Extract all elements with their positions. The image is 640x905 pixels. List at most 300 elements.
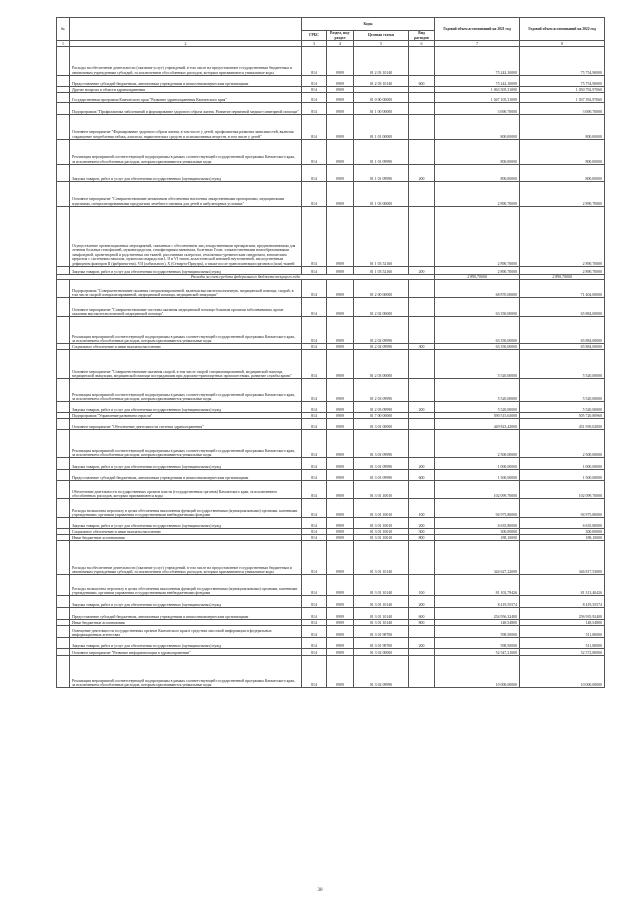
amount-2022: 102 099,70000	[520, 481, 605, 499]
row-target: 01 3 01 10010	[354, 481, 409, 499]
col-number-4: 4	[327, 41, 354, 47]
col-number-1: 1	[57, 41, 70, 47]
row-kind: 200	[409, 165, 435, 182]
row-kind: 300	[409, 344, 435, 350]
col-number-8: 8	[520, 41, 605, 47]
row-target: 01 3 01 98700	[354, 626, 409, 638]
row-name: Другие вопросы в области здравоохранения	[70, 87, 302, 93]
row-section: 0909	[327, 470, 354, 481]
amount-2021: 6 635,80000	[435, 518, 520, 529]
amount-2021: 148,54800	[435, 620, 520, 626]
amount-2022: 800,00000	[520, 140, 605, 165]
row-kind	[409, 182, 435, 207]
table-row	[57, 518, 605, 529]
row-index	[57, 638, 70, 649]
budget-table	[56, 17, 605, 688]
amount-2021: 2 890,70000	[435, 275, 520, 280]
amount-2021: 75 242,10000	[435, 47, 520, 76]
row-index	[57, 575, 70, 596]
row-name: Закупка товаров, работ и услуг для обеспечения государственных (муниципальных) нужд	[70, 638, 302, 649]
row-target: 01 3 02 00000	[354, 649, 409, 656]
row-target: 01 2 03 10140	[354, 76, 409, 87]
amount-2021: 102 099,70000	[435, 481, 520, 499]
table-row	[57, 626, 605, 638]
row-grbs: 814	[302, 499, 327, 518]
row-grbs: 814	[302, 350, 327, 379]
row-name: Основное мероприятие "Совершенствование механизмов обеспечения населения лекарственными препаратами, медицинскими изделиями, специализированными продуктами лечебного питания для детей в амбулаторных условиях"	[70, 182, 302, 207]
row-section: 0909	[327, 535, 354, 541]
row-grbs: 814	[302, 267, 327, 275]
row-section: 0909	[327, 419, 354, 430]
note-text: Расходы за счет средств федерального бюджета текущего года	[57, 275, 435, 280]
amount-2021: 63 350,00000	[435, 298, 520, 317]
table-row	[57, 575, 605, 596]
amount-2022: 256 935,92400	[520, 608, 605, 620]
row-index	[57, 207, 70, 267]
amount-2021: 800,00000	[435, 140, 520, 165]
row-kind	[409, 656, 435, 688]
row-target: 01 3 01 98700	[354, 638, 409, 649]
row-target: 01 1 03 52160	[354, 267, 409, 275]
row-index	[57, 481, 70, 499]
row-name: Основное мероприятие "Обеспечение деятельности системы здравоохранения"	[70, 419, 302, 430]
row-section: 0909	[327, 298, 354, 317]
row-kind	[409, 317, 435, 344]
table-row	[57, 93, 605, 103]
table-row	[57, 458, 605, 470]
row-kind	[409, 280, 435, 298]
row-name: Закупка товаров, работ и услуг для обеспечения государственных (муниципальных) нужд	[70, 267, 302, 275]
row-kind	[409, 649, 435, 656]
table-row	[57, 47, 605, 76]
row-section: 0909	[327, 626, 354, 638]
row-target: 01 3 01 00000	[354, 419, 409, 430]
amount-2022: 2 500,00000	[520, 430, 605, 458]
amount-2022: 65 884,00000	[520, 298, 605, 317]
row-target: 01 2 02 09990	[354, 344, 409, 350]
row-kind: 200	[409, 596, 435, 608]
amount-2021: 75 242,10000	[435, 76, 520, 87]
row-kind: 200	[409, 518, 435, 529]
row-section: 0909	[327, 182, 354, 207]
amount-2022: 65 884,00000	[520, 317, 605, 344]
row-index	[57, 596, 70, 608]
row-kind: 600	[409, 76, 435, 87]
row-section: 0909	[327, 87, 354, 93]
row-kind: 800	[409, 620, 435, 626]
row-kind	[409, 47, 435, 76]
amount-2021: 5 520,00000	[435, 402, 520, 413]
table-row	[57, 470, 605, 481]
row-kind	[409, 298, 435, 317]
row-target: 01 2 03 00000	[354, 350, 409, 379]
row-index	[57, 115, 70, 140]
row-index	[57, 350, 70, 379]
amount-2022: 75 754,90000	[520, 76, 605, 87]
row-target: 01 3 01 09990	[354, 458, 409, 470]
amount-2021: 800,00000	[435, 115, 520, 140]
table-row	[57, 481, 605, 499]
header-year-2022: Годовой объем ассигнований на 2022 год	[520, 18, 605, 41]
row-grbs: 814	[302, 47, 327, 76]
amount-2021: 254 956,32400	[435, 608, 520, 620]
row-section: 0909	[327, 430, 354, 458]
table-row	[57, 280, 605, 298]
row-index	[57, 76, 70, 87]
row-grbs: 814	[302, 649, 327, 656]
row-name: Подпрограмма "Профилактика заболеваний и формирование здорового образа жизни. Развитие первичной медико-санитарной помощи"	[70, 103, 302, 115]
row-index	[57, 140, 70, 165]
amount-2022: 346 817,53000	[520, 541, 605, 575]
amount-2021: 3 690,70000	[435, 103, 520, 115]
row-grbs: 814	[302, 620, 327, 626]
row-grbs: 814	[302, 596, 327, 608]
amount-2022: 300,00000	[520, 529, 605, 535]
row-target: 01 1 03 00000	[354, 182, 409, 207]
row-target: 01 3 01 10010	[354, 499, 409, 518]
row-section: 0909	[327, 317, 354, 344]
table-row	[57, 541, 605, 575]
row-kind: 200	[409, 267, 435, 275]
row-name: Реализация мероприятий соответствующей подпрограммы в рамках соответствующей государственной программы Камчатского края, за исключением обособленных расходов, которым присваиваются уникальные коды	[70, 379, 302, 402]
amount-2021: 598,50000	[435, 638, 520, 649]
row-kind: 800	[409, 535, 435, 541]
amount-2021: 188,10000	[435, 535, 520, 541]
header-number: №	[57, 18, 70, 41]
amount-2021: 449 823,42000	[435, 419, 520, 430]
col-number-2: 2	[70, 41, 302, 47]
col-number-5: 5	[354, 41, 409, 47]
row-kind	[409, 419, 435, 430]
row-grbs: 814	[302, 165, 327, 182]
row-grbs: 814	[302, 317, 327, 344]
row-kind	[409, 207, 435, 267]
table-row	[57, 182, 605, 207]
row-grbs: 814	[302, 458, 327, 470]
amount-2022: 81 313,40426	[520, 575, 605, 596]
amount-2022: 1 050 792,97060	[520, 87, 605, 93]
row-kind: 200	[409, 458, 435, 470]
row-section: 0909	[327, 529, 354, 535]
amount-2021: 300,00000	[435, 529, 520, 535]
amount-2021: 1 063 505,31000	[435, 87, 520, 93]
table-row	[57, 103, 605, 115]
table-row	[57, 430, 605, 458]
row-kind: 300	[409, 529, 435, 535]
amount-2022: 2 890,70000	[520, 182, 605, 207]
row-target: 01 1 01 00000	[354, 115, 409, 140]
header-name	[70, 18, 302, 41]
row-target: 01 3 01 10010	[354, 518, 409, 529]
row-section: 0909	[327, 165, 354, 182]
row-grbs: 814	[302, 518, 327, 529]
row-grbs: 814	[302, 470, 327, 481]
header-section: Раздел, под-раздел	[327, 31, 354, 41]
amount-2021: 5 520,00000	[435, 379, 520, 402]
amount-2022: 94 975,80000	[520, 499, 605, 518]
table-row	[57, 656, 605, 688]
row-name: Обеспечение деятельности государственных органов власти (государственных органов) Камчатского края, за исключением обособленных расходов, которым присваиваются коды	[70, 481, 302, 499]
row-section: 0909	[327, 575, 354, 596]
amount-2022: 188,10000	[520, 535, 605, 541]
table-row	[57, 649, 605, 656]
row-grbs: 814	[302, 413, 327, 419]
amount-2022: 2 890,70000	[520, 267, 605, 275]
row-index	[57, 402, 70, 413]
row-name: Подпрограмма "Совершенствование оказания специализированной, включая высокотехнологичную, медицинской помощи, скорой, в том числе скорой специализированной, медицинской помощи, медицинской эвакуации"	[70, 280, 302, 298]
row-kind: 600	[409, 470, 435, 481]
row-section: 0909	[327, 379, 354, 402]
amount-2022: 1 500,00000	[520, 470, 605, 481]
row-section: 0909	[327, 541, 354, 575]
amount-2022: 511,80000	[520, 626, 605, 638]
row-target: 01 3 01 10140	[354, 541, 409, 575]
row-target: 01 1 01 09990	[354, 165, 409, 182]
header-kind: Вид расходов	[409, 31, 435, 41]
amount-2022: 52 572,80000	[520, 649, 605, 656]
amount-2022: 1 037 392,97060	[520, 93, 605, 103]
row-kind: 100	[409, 499, 435, 518]
table-row	[57, 267, 605, 275]
header-grbs: ГРБС	[302, 31, 327, 41]
table-body	[57, 47, 605, 688]
row-target: 01 3 01 10010	[354, 535, 409, 541]
row-name: Реализация мероприятий соответствующей подпрограммы в рамках соответствующей государственной программы Камчатского края, за исключением обособленных расходов, которым присваиваются уникальные коды	[70, 317, 302, 344]
row-name: Предоставление субсидий бюджетным, автономным учреждениям и иным некоммерческим организациям	[70, 76, 302, 87]
row-index	[57, 47, 70, 76]
row-section: 0909	[327, 596, 354, 608]
row-kind: 100	[409, 575, 435, 596]
row-index	[57, 317, 70, 344]
row-kind	[409, 481, 435, 499]
amount-2022: 71 404,00000	[520, 280, 605, 298]
table-row	[57, 165, 605, 182]
amount-2021: 52 547,21000	[435, 649, 520, 656]
row-section: 0909	[327, 413, 354, 419]
amount-2021: 5 520,00000	[435, 350, 520, 379]
row-grbs: 814	[302, 430, 327, 458]
row-section: 0909	[327, 402, 354, 413]
table-row	[57, 76, 605, 87]
amount-2021: 1 500,00000	[435, 470, 520, 481]
row-index	[57, 103, 70, 115]
amount-2021: 2 890,70000	[435, 207, 520, 267]
col-number-7: 7	[435, 41, 520, 47]
page-number: 30	[317, 888, 323, 893]
table-row	[57, 140, 605, 165]
table-row	[57, 638, 605, 649]
row-name: Основное мероприятие "Развитие информатизации в здравоохранении"	[70, 649, 302, 656]
row-name: Социальное обеспечение и иные выплаты населению	[70, 529, 302, 535]
row-kind	[409, 93, 435, 103]
row-grbs: 814	[302, 344, 327, 350]
row-target: 01 3 01 10140	[354, 620, 409, 626]
row-target: 01 3 01 10140	[354, 608, 409, 620]
row-grbs: 814	[302, 280, 327, 298]
amount-2021: 94 975,80000	[435, 499, 520, 518]
row-name: Закупка товаров, работ и услуг для обеспечения государственных (муниципальных) нужд	[70, 596, 302, 608]
row-grbs: 814	[302, 535, 327, 541]
row-section: 0909	[327, 207, 354, 267]
row-index	[57, 656, 70, 688]
row-name: Основное мероприятие "Совершенствование системы оказания медицинской помощи больным прочими заболеваниями, кроме оказания высокотехнологичной медицинской помощи"	[70, 298, 302, 317]
row-section: 0909	[327, 140, 354, 165]
row-target: 01 1 03 52160	[354, 207, 409, 267]
row-index	[57, 419, 70, 430]
table-row	[57, 207, 605, 267]
row-index	[57, 165, 70, 182]
amount-2022: 2 890,70000	[520, 275, 605, 280]
amount-2021: 63 350,00000	[435, 317, 520, 344]
row-index	[57, 518, 70, 529]
amount-2021: 81 102,79426	[435, 575, 520, 596]
amount-2022: 65 884,00000	[520, 344, 605, 350]
table-row	[57, 419, 605, 430]
row-grbs: 814	[302, 182, 327, 207]
amount-2022: 800,00000	[520, 115, 605, 140]
amount-2022: 5 520,00000	[520, 402, 605, 413]
row-section: 0909	[327, 458, 354, 470]
amount-2022: 3 690,70000	[520, 103, 605, 115]
row-section: 0909	[327, 93, 354, 103]
amount-2022: 2 890,70000	[520, 207, 605, 267]
row-target: 01 2 03 09990	[354, 402, 409, 413]
row-name: Предоставление субсидий бюджетным, автономным учреждениям и иным некоммерческим организациям	[70, 608, 302, 620]
row-grbs: 814	[302, 419, 327, 430]
row-grbs: 814	[302, 656, 327, 688]
header-year-2021: Годовой объем ассигнований на 2021 год	[435, 18, 520, 41]
row-target: 01 3 01 10010	[354, 529, 409, 535]
row-grbs: 814	[302, 115, 327, 140]
table-row	[57, 350, 605, 379]
row-section: 0909	[327, 267, 354, 275]
row-index	[57, 379, 70, 402]
row-section: 0909	[327, 76, 354, 87]
amount-2021: 10 000,00000	[435, 656, 520, 688]
row-section: 0909	[327, 280, 354, 298]
row-grbs: 814	[302, 402, 327, 413]
row-kind: 200	[409, 638, 435, 649]
row-grbs: 814	[302, 608, 327, 620]
row-index	[57, 541, 70, 575]
row-index	[57, 470, 70, 481]
table-row	[57, 402, 605, 413]
row-kind	[409, 541, 435, 575]
amount-2022: 6 635,80000	[520, 518, 605, 529]
row-target: 01 3 01 10140	[354, 575, 409, 596]
row-name: Расходы на выплаты персоналу в целях обеспечения выполнения функций государственными (муниципальными) органами, казенными учреждениями, органами управления государственными внебюджетными фондами	[70, 575, 302, 596]
row-target: 01 2 02 00000	[354, 298, 409, 317]
amount-2021: 800,00000	[435, 165, 520, 182]
row-section: 0909	[327, 481, 354, 499]
row-kind	[409, 626, 435, 638]
row-name: Закупка товаров, работ и услуг для обеспечения государственных (муниципальных) нужд	[70, 165, 302, 182]
row-name: Реализация мероприятий соответствующей подпрограммы в рамках соответствующей государственной программы Камчатского края, за исключением обособленных расходов, которым присваиваются уникальные коды	[70, 430, 302, 458]
row-kind	[409, 115, 435, 140]
amount-2022: 5 520,00000	[520, 379, 605, 402]
row-index	[57, 430, 70, 458]
row-name: Государственная программа Камчатского края "Развитие здравоохранения Камчатского края"	[70, 93, 302, 103]
row-kind	[409, 350, 435, 379]
row-index	[57, 298, 70, 317]
row-name: Закупка товаров, работ и услуг для обеспечения государственных (муниципальных) нужд	[70, 518, 302, 529]
row-name: Расходы на обеспечение деятельности (оказание услуг) учреждений, в том числе на предоставление государственным бюджетным и автономным учреждениям субсидий, за исключением обособленных расходов, которым присваиваются уникальные коды	[70, 47, 302, 76]
row-name: Реализация мероприятий соответствующей подпрограммы в рамках соответствующей государственной программы Камчатского края, за исключением обособленных расходов, которым присваиваются уникальные коды	[70, 140, 302, 165]
header-target: Целевая статья	[354, 31, 409, 41]
row-name: Освещение деятельности государственных органов Камчатского края в средствах массовой информации и федеральных информационных агентствах	[70, 626, 302, 638]
col-number-3: 3	[302, 41, 327, 47]
row-kind	[409, 140, 435, 165]
row-section: 0909	[327, 638, 354, 649]
row-name: Осуществление организационных мероприятий, связанных с обеспечением лиц лекарственными препаратами, предназначенными для лечения больных гемофилией, муковисцидозом, гипофизарным нанизмом, болезнью Гоше, злокачественными новообразованиями лимфоидной, кроветворной и родственных им тканей, рассеянным склерозом, гемолитико-уремическим синдромом, юношеским артритом с системным началом, мукополисахаридозом I, II и VI типов, апластической анемией неуточненной, наследственным дефицитом факторов II (фибриногена), VII (лабильного), X (Стюарта-Прауэра), а также после трансплантации органов и (или) тканей	[70, 207, 302, 267]
row-grbs: 814	[302, 379, 327, 402]
row-target: 01 3 01 10140	[354, 596, 409, 608]
row-name: Основное мероприятие "Формирование здорового образа жизни, в том числе у детей, профилактика развития зависимостей, включая сокращение потребления табака, алкоголя, наркотических средств и психоактивных веществ, в том числе у детей"	[70, 115, 302, 140]
amount-2021: 2 500,00000	[435, 430, 520, 458]
row-grbs: 814	[302, 529, 327, 535]
amount-2022: 8 419,55574	[520, 596, 605, 608]
row-name: Подпрограмма "Управление развитием отрасли"	[70, 413, 302, 419]
table-row	[57, 499, 605, 518]
row-target: 01 7 00 00000	[354, 413, 409, 419]
row-section: 0909	[327, 620, 354, 626]
amount-2021: 8 419,55574	[435, 596, 520, 608]
row-index	[57, 499, 70, 518]
row-name: Предоставление субсидий бюджетным, автономным учреждениям и иным некоммерческим организациям	[70, 470, 302, 481]
row-index	[57, 649, 70, 656]
row-section: 0909	[327, 344, 354, 350]
row-section: 0909	[327, 499, 354, 518]
row-target: 01 3 01 09990	[354, 430, 409, 458]
amount-2022: 148,54800	[520, 620, 605, 626]
amount-2021: 63 350,00000	[435, 344, 520, 350]
table-row	[57, 608, 605, 620]
amount-2021: 344 627,22000	[435, 541, 520, 575]
row-grbs: 814	[302, 103, 327, 115]
row-grbs: 814	[302, 541, 327, 575]
amount-2022: 511,80000	[520, 638, 605, 649]
row-target: 01 2 03 10140	[354, 47, 409, 76]
amount-2022: 1 000,00000	[520, 458, 605, 470]
row-index	[57, 267, 70, 275]
row-grbs: 814	[302, 140, 327, 165]
row-grbs: 814	[302, 575, 327, 596]
amount-2021: 598,50000	[435, 626, 520, 638]
row-target: 01 2 02 09990	[354, 317, 409, 344]
amount-2022: 75 754,90000	[520, 47, 605, 76]
row-section: 0909	[327, 103, 354, 115]
amount-2021: 1 047 105,31000	[435, 93, 520, 103]
row-kind	[409, 103, 435, 115]
amount-2021: 2 890,70000	[435, 182, 520, 207]
row-grbs: 814	[302, 207, 327, 267]
row-target: 01 0 00 00000	[354, 93, 409, 103]
row-name: Реализация мероприятий соответствующей подпрограммы в рамках соответствующей государственной программы Камчатского края, за исключением обособленных расходов, которым присваиваются уникальные коды	[70, 656, 302, 688]
row-grbs: 814	[302, 298, 327, 317]
amount-2022: 5 520,00000	[520, 350, 605, 379]
amount-2021: 2 890,70000	[435, 267, 520, 275]
row-name: Иные бюджетные ассигнования	[70, 535, 302, 541]
amount-2021: 590 515,63000	[435, 413, 520, 419]
col-number-6: 6	[409, 41, 435, 47]
amount-2022: 10 000,00000	[520, 656, 605, 688]
row-name: Основное мероприятие "Совершенствование оказания скорой, в том числе скорой специализированной, медицинской помощи, медицинской эвакуации, медицинской помощи пострадавшим при дорожно-транспортных происшествиях, развитие службы крови"	[70, 350, 302, 379]
table-row	[57, 317, 605, 344]
row-grbs: 814	[302, 481, 327, 499]
row-grbs: 814	[302, 638, 327, 649]
row-grbs: 814	[302, 76, 327, 87]
row-section: 0909	[327, 518, 354, 529]
